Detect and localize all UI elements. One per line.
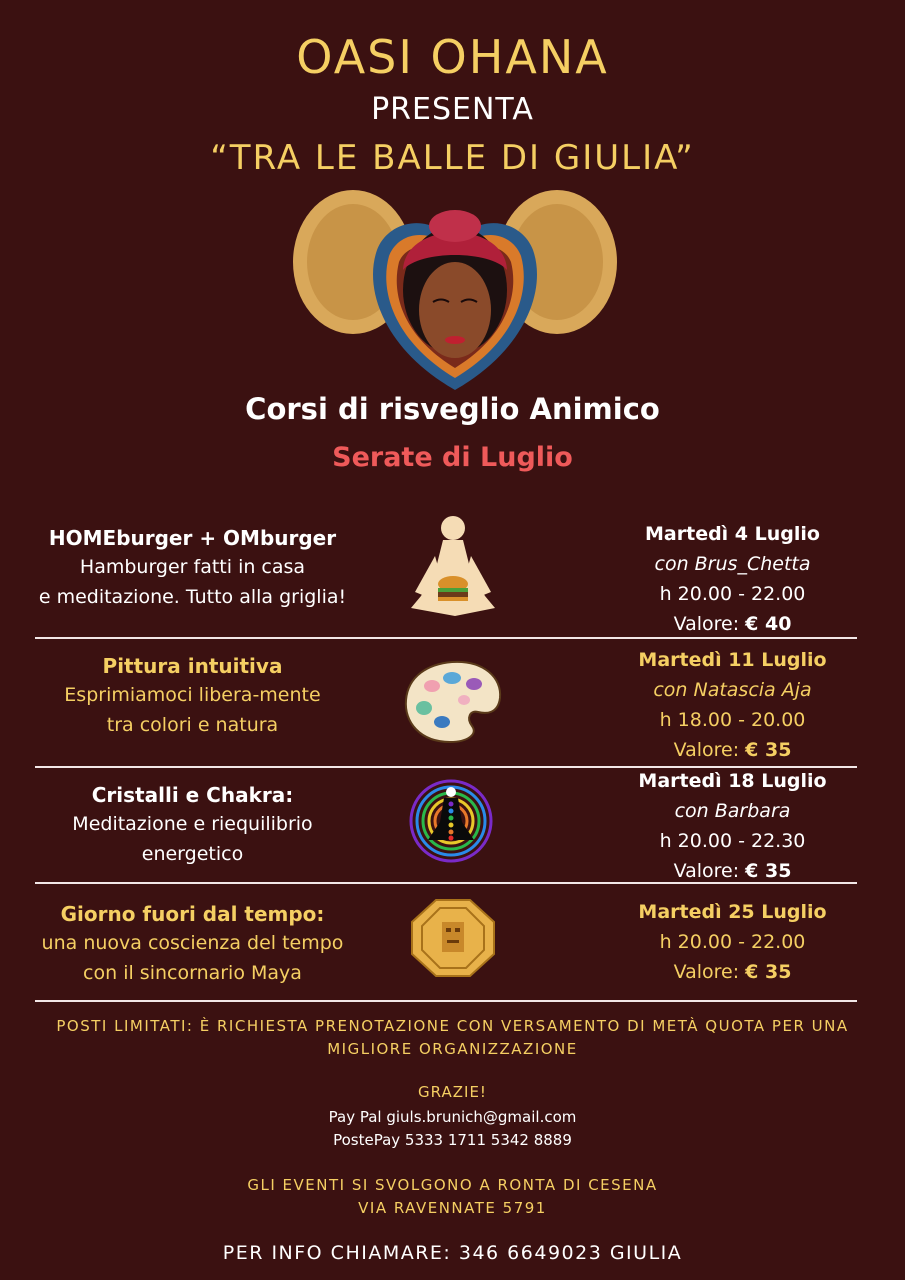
course-title: Cristalli e Chakra: (91, 783, 294, 807)
price-value: € 35 (745, 739, 792, 761)
course-date: Martedì 25 Luglio (638, 901, 827, 923)
price-value: € 35 (745, 860, 792, 882)
course-time: h 20.00 - 22.30 (659, 830, 806, 852)
maya-coin-icon (410, 898, 496, 978)
course-time: h 18.00 - 20.00 (659, 709, 806, 731)
paint-palette-icon (402, 656, 504, 746)
event-title: “TRA LE BALLE DI GIULIA” (210, 138, 695, 178)
paypal-info: Pay Pal giuls.brunich@gmail.com (328, 1108, 577, 1126)
course-desc-line-2: con il sincornario Maya (83, 962, 302, 984)
course-price-line (600, 609, 865, 639)
course-4-info (30, 902, 355, 988)
brand-title: OASI OHANA (296, 30, 609, 84)
course-1-schedule (600, 519, 865, 639)
course-teacher: con Brus_Chetta (654, 553, 811, 575)
location-line-2: VIA RAVENNATE 5791 (358, 1199, 547, 1217)
courses-heading: Corsi di risveglio Animico (245, 392, 660, 426)
location-line-1: GLI EVENTI SI SVOLGONO A RONTA DI CESENA (247, 1176, 658, 1194)
course-desc-line-2: energetico (141, 843, 244, 865)
price-label: Valore: (673, 860, 746, 882)
meditation-burger-icon (405, 512, 500, 620)
course-title: Pittura intuitiva (102, 654, 283, 678)
price-label: Valore: (673, 613, 746, 635)
row-divider (35, 637, 857, 639)
course-desc-line-2: tra colori e natura (106, 714, 279, 736)
course-title: Giorno fuori dal tempo: (60, 902, 325, 926)
price-label: Valore: (673, 961, 746, 983)
course-price-line (600, 957, 865, 987)
course-desc-line-1: Esprimiamoci libera-mente (64, 684, 321, 706)
presents-label: PRESENTA (371, 92, 534, 127)
course-desc-line-1: Hamburger fatti in casa (79, 556, 306, 578)
postepay-info: PostePay 5333 1711 5342 8889 (333, 1131, 572, 1149)
thanks-label: GRAZIE! (418, 1083, 487, 1101)
course-desc-line-1: Meditazione e riequilibrio (72, 813, 313, 835)
course-date: Martedì 18 Luglio (638, 770, 827, 792)
price-label: Valore: (673, 739, 746, 761)
price-value: € 40 (745, 613, 792, 635)
chakra-mandala-icon (408, 778, 494, 864)
course-2-schedule (600, 645, 865, 765)
course-3-info (30, 783, 355, 869)
course-1-info (30, 526, 355, 612)
woman-hay-bales-illustration (285, 180, 625, 400)
course-date: Martedì 4 Luglio (645, 523, 820, 545)
course-teacher: con Barbara (674, 800, 791, 822)
course-time: h 20.00 - 22.00 (659, 931, 806, 953)
course-teacher: con Natascia Aja (653, 679, 812, 701)
course-4-schedule (600, 897, 865, 987)
course-desc-line-2: e meditazione. Tutto alla griglia! (38, 586, 347, 608)
course-title: HOMEburger + OMburger (48, 526, 337, 550)
course-date: Martedì 11 Luglio (638, 649, 827, 671)
row-divider (35, 1000, 857, 1002)
booking-notice: POSTI LIMITATI: È RICHIESTA PRENOTAZIONE CON VERSAMENTO DI METÀ QUOTA PER UNA MIGLIORE ORGANIZZAZIONE (56, 1017, 849, 1058)
contact-info: PER INFO CHIAMARE: 346 6649023 GIULIA (222, 1242, 683, 1264)
price-value: € 35 (745, 961, 792, 983)
course-price-line (600, 735, 865, 765)
row-divider (35, 882, 857, 884)
course-desc-line-1: una nuova coscienza del tempo (41, 932, 344, 954)
course-2-info (30, 654, 355, 740)
month-heading: Serate di Luglio (332, 442, 573, 473)
course-3-schedule (600, 766, 865, 886)
course-time: h 20.00 - 22.00 (659, 583, 806, 605)
